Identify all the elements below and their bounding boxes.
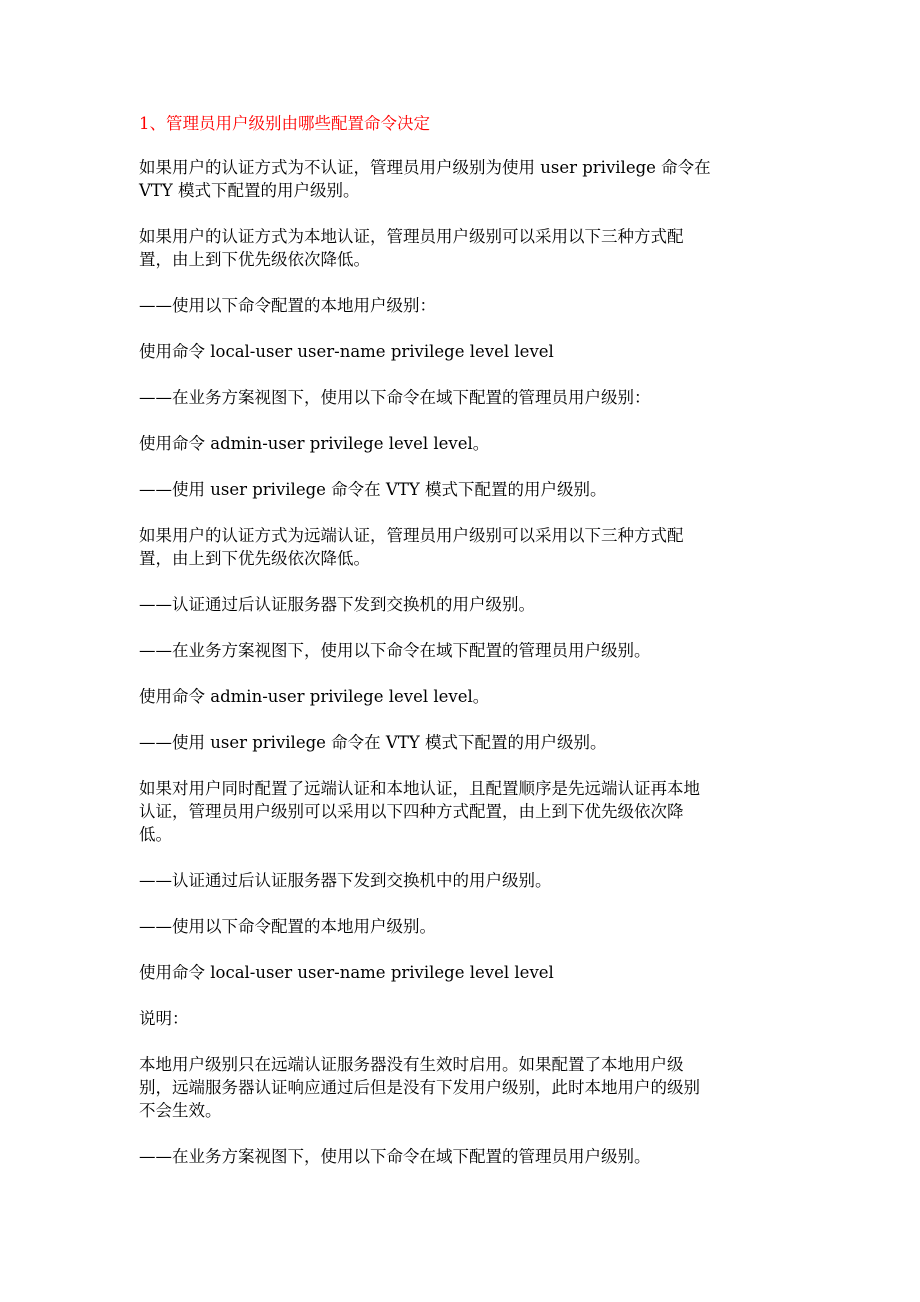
command-line: 使用命令 local-user user-name privilege level level xyxy=(139,963,554,982)
text-line: ——在业务方案视图下，使用以下命令在域下配置的管理员用户级别： xyxy=(139,388,651,407)
text-line: 置，由上到下优先级依次降低。 xyxy=(139,250,370,269)
paragraph xyxy=(139,915,784,938)
text-line: 置，由上到下优先级依次降低。 xyxy=(139,549,370,568)
paragraph xyxy=(139,1053,784,1122)
paragraph xyxy=(139,685,784,708)
section-heading: 1、管理员用户级别由哪些配置命令决定 xyxy=(139,114,430,133)
text-line: 如果用户的认证方式为本地认证，管理员用户级别可以采用以下三种方式配 xyxy=(139,227,684,246)
text-line: 认证，管理员用户级别可以采用以下四种方式配置，由上到下优先级依次降 xyxy=(139,802,684,821)
command-line: 使用命令 local-user user-name privilege level level xyxy=(139,342,554,361)
text-line: 如果对用户同时配置了远端认证和本地认证，且配置顺序是先远端认证再本地 xyxy=(139,779,700,798)
paragraph xyxy=(139,156,784,202)
document-body xyxy=(139,112,784,1191)
text-line: ——使用 user privilege 命令在 VTY 模式下配置的用户级别。 xyxy=(139,480,607,499)
paragraph xyxy=(139,961,784,984)
paragraph xyxy=(139,340,784,363)
paragraph xyxy=(139,1007,784,1030)
text-line: 如果用户的认证方式为远端认证，管理员用户级别可以采用以下三种方式配 xyxy=(139,526,684,545)
paragraph xyxy=(139,1145,784,1168)
text-line: ——在业务方案视图下，使用以下命令在域下配置的管理员用户级别。 xyxy=(139,1147,651,1166)
paragraph xyxy=(139,478,784,501)
paragraph xyxy=(139,639,784,662)
text-line: 低。 xyxy=(139,825,172,844)
text-line: 不会生效。 xyxy=(139,1101,222,1120)
note-label: 说明： xyxy=(139,1009,189,1028)
paragraph xyxy=(139,869,784,892)
paragraph xyxy=(139,777,784,846)
text-line: ——认证通过后认证服务器下发到交换机的用户级别。 xyxy=(139,595,535,614)
paragraph xyxy=(139,593,784,616)
paragraph xyxy=(139,731,784,754)
text-line: 别，远端服务器认证响应通过后但是没有下发用户级别，此时本地用户的级别 xyxy=(139,1078,700,1097)
text-line: ——使用以下命令配置的本地用户级别。 xyxy=(139,917,436,936)
command-line: 使用命令 admin-user privilege level level。 xyxy=(139,687,490,706)
text-line: ——在业务方案视图下，使用以下命令在域下配置的管理员用户级别。 xyxy=(139,641,651,660)
text-line: 本地用户级别只在远端认证服务器没有生效时启用。如果配置了本地用户级 xyxy=(139,1055,684,1074)
paragraph xyxy=(139,386,784,409)
text-line: ——认证通过后认证服务器下发到交换机中的用户级别。 xyxy=(139,871,552,890)
paragraph xyxy=(139,432,784,455)
text-line: VTY 模式下配置的用户级别。 xyxy=(139,181,360,200)
command-line: 使用命令 admin-user privilege level level。 xyxy=(139,434,490,453)
paragraph xyxy=(139,294,784,317)
text-line: 如果用户的认证方式为不认证，管理员用户级别为使用 user privilege 命令在 xyxy=(139,158,711,177)
paragraph xyxy=(139,225,784,271)
paragraph xyxy=(139,524,784,570)
text-line: ——使用 user privilege 命令在 VTY 模式下配置的用户级别。 xyxy=(139,733,607,752)
text-line: ——使用以下命令配置的本地用户级别： xyxy=(139,296,436,315)
